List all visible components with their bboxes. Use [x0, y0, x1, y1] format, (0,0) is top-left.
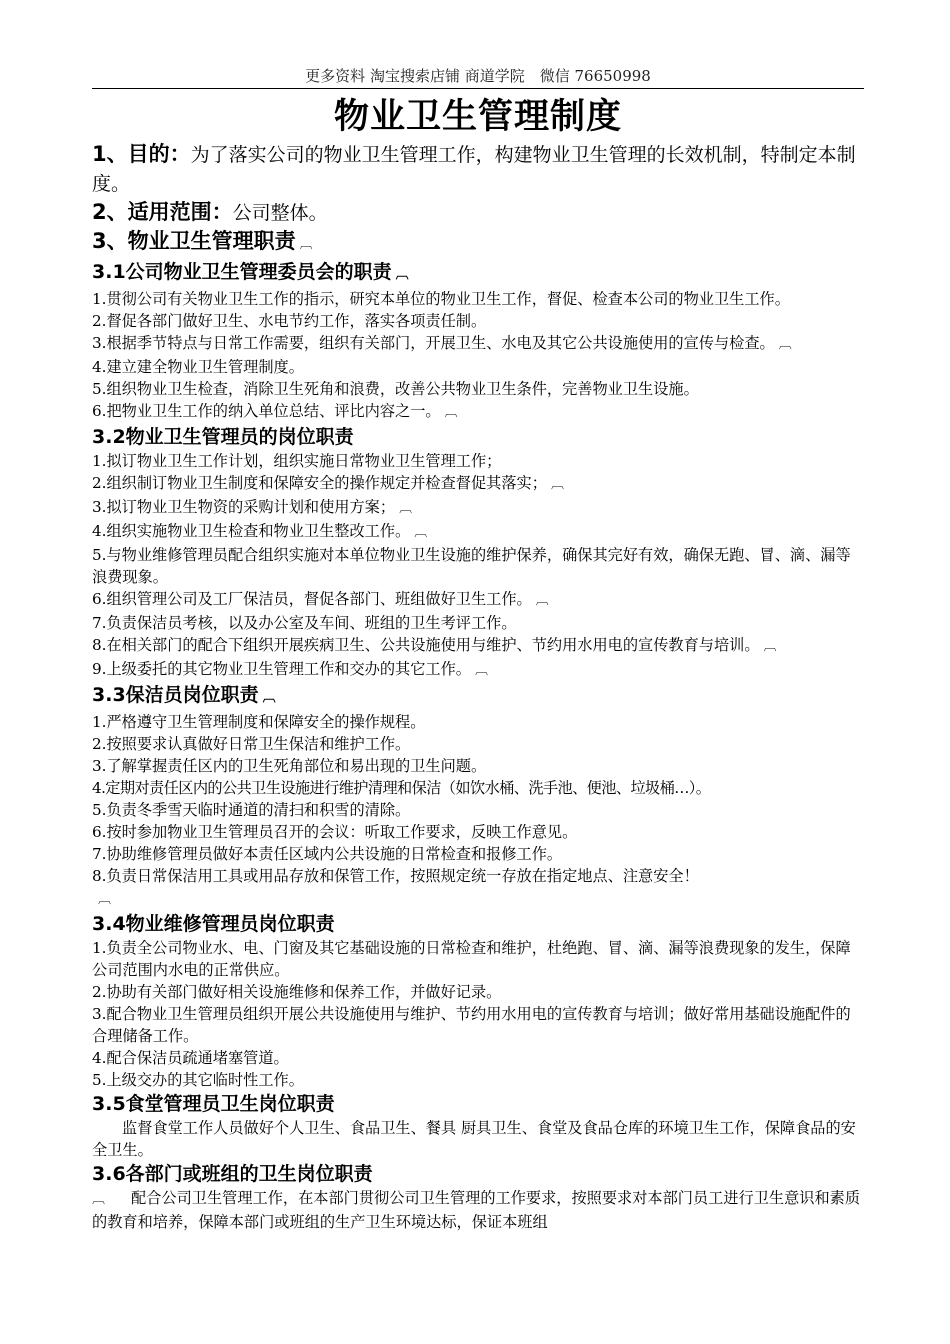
list-item: 2.督促各部门做好卫生、水电节约工作，落实各项责任制。 — [92, 312, 487, 330]
list-item: 5.上级交办的其它临时性工作。 — [92, 1071, 304, 1089]
paragraph-mark-icon: ︹ — [475, 663, 489, 678]
list-item: 6.把物业卫生工作的纳入单位总结、评比内容之一。 ︹ — [92, 400, 864, 424]
subsection-3-3-title: 3.3保洁员岗位职责 ︹ — [92, 682, 864, 711]
list-item: 4.配合保洁员疏通堵塞管道。 — [92, 1049, 289, 1067]
paragraph-mark-icon: ︹ — [778, 337, 792, 352]
paragraph-mark-icon: ︹ — [395, 267, 409, 282]
list-item: 5.与物业维修管理员配合组织实施对本单位物业卫生设施的维护保养，确保其完好有效，确保无跑、冒、滴、漏等浪费现象。 — [92, 546, 851, 586]
list-item: 3.了解掌握责任区内的卫生死角部位和易出现的卫生问题。 — [92, 757, 487, 775]
paragraph-mark-icon: ︹ — [299, 237, 313, 252]
list-item: 7.负责保洁员考核，以及办公室及车间、班组的卫生考评工作。 — [92, 614, 517, 632]
list-item: 1.拟订物业卫生工作计划，组织实施日常物业卫生管理工作； — [92, 452, 502, 470]
list-item: 3.配合物业卫生管理员组织开展公共设施使用与维护、节约用水用电的宣传教育与培训；做好常用基础设施配件的合理储备工作。 — [92, 1005, 851, 1045]
list-item: 8.在相关部门的配合下组织开展疾病卫生、公共设施使用与维护、节约用水用电的宣传教育与培训。 ︹ — [92, 634, 864, 658]
list-item: 4.建立建全物业卫生管理制度。 — [92, 358, 304, 376]
section-scope — [92, 198, 864, 227]
page-header: 更多资料 淘宝搜索店铺 商道学院 微信 76650998 — [305, 67, 651, 85]
paragraph-mark-icon: ︹ — [763, 639, 777, 654]
list-item: 1.负责全公司物业水、电、门窗及其它基础设施的日常检查和维护，杜绝跑、冒、滴、漏等浪费现象的发生，保障公司范围内水电的正常供应。 — [92, 939, 851, 979]
section-purpose-text: 为了落实公司的物业卫生管理工作，构建物业卫生管理的长效机制，特制定本制度。 — [92, 144, 856, 195]
paragraph-mark-icon: ︹ — [444, 405, 458, 420]
section-purpose — [92, 140, 864, 198]
list-item: 2.协助有关部门做好相关设施维修和保养工作，并做好记录。 — [92, 983, 502, 1001]
subsection-3-5-title: 3.5食堂管理员卫生岗位职责 — [92, 1093, 335, 1115]
paragraph-mark-icon: ︹ — [92, 1192, 106, 1207]
list-item: 3.拟订物业卫生物资的采购计划和使用方案； ︹ — [92, 496, 864, 520]
subsection-3-6-title: 3.6各部门或班组的卫生岗位职责 — [92, 1163, 373, 1185]
list-item: 2.组织制订物业卫生制度和保障安全的操作规定并检查督促其落实； ︹ — [92, 472, 864, 496]
list-item: 1.贯彻公司有关物业卫生工作的指示，研究本单位的物业卫生工作，督促、检查本公司的物业卫生工作。 — [92, 290, 790, 308]
paragraph-mark-icon: ︹ — [535, 593, 549, 608]
list-item: 5.负责冬季雪天临时通道的清扫和积雪的清除。 — [92, 801, 411, 819]
list-item: 3.根据季节特点与日常工作需要，组织有关部门，开展卫生、水电及其它公共设施使用的宣传与检查。 ︹ — [92, 332, 864, 356]
paragraph-mark-icon: ︹ — [414, 525, 428, 540]
subsection-3-2-title: 3.2物业卫生管理员的岗位职责 — [92, 426, 354, 448]
list-item: 2.按照要求认真做好日常卫生保洁和维护工作。 — [92, 735, 411, 753]
list-item: 1.严格遵守卫生管理制度和保障安全的操作规程。 — [92, 713, 426, 731]
list-item — [92, 887, 864, 911]
list-item: 6.按时参加物业卫生管理员召开的会议：听取工作要求，反映工作意见。 — [92, 823, 578, 841]
paragraph-mark-icon: ︹ — [98, 892, 112, 907]
paragraph-mark-icon: ︹ — [262, 690, 276, 705]
list-item: 4.组织实施物业卫生检查和物业卫生整改工作。 ︹ — [92, 520, 864, 544]
list-item: 6.组织管理公司及工厂保洁员，督促各部门、班组做好卫生工作。 ︹ — [92, 588, 864, 612]
list-item: 5.组织物业卫生检查，消除卫生死角和浪费，改善公共物业卫生条件，完善物业卫生设施。 — [92, 380, 699, 398]
paragraph-mark-icon: ︹ — [399, 501, 413, 516]
document-title: 物业卫生管理制度 — [333, 97, 622, 137]
subsection-3-5-text: 监督食堂工作人员做好个人卫生、食品卫生、餐具 厨具卫生、食堂及食品仓库的环境卫生工作，保障食品的安全卫生。 — [92, 1119, 856, 1159]
paragraph-mark-icon: ︹ — [550, 477, 564, 492]
section-duties-label: 3、物业卫生管理职责 — [92, 229, 296, 253]
header-rule — [92, 88, 864, 89]
section-scope-text: 公司整体。 — [232, 202, 328, 224]
list-item: 4.定期对责任区内的公共卫生设施进行维护清理和保洁（如饮水桶、洗手池、便池、垃圾桶…）。 — [92, 779, 711, 797]
list-item: 8.负责日常保洁用工具或用品存放和保管工作，按照规定统一存放在指定地点、注意安全！ — [92, 867, 699, 885]
subsection-3-4-title: 3.4物业维修管理员岗位职责 — [92, 913, 335, 935]
document-body — [92, 140, 864, 1233]
section-duties — [92, 227, 864, 259]
list-item: 9.上级委托的其它物业卫生管理工作和交办的其它工作。 ︹ — [92, 658, 864, 682]
subsection-3-6-text: ︹ 配合公司卫生管理工作，在本部门贯彻公司卫生管理的工作要求，按照要求对本部门员工进行卫生意识和素质的教育和培养，保障本部门或班组的生产卫生环境达标，保证本班组 — [92, 1189, 861, 1231]
section-purpose-label: 1、目的： — [92, 142, 191, 166]
subsection-3-1-title: 3.1公司物业卫生管理委员会的职责 ︹ — [92, 259, 864, 288]
list-item: 7.协助维修管理员做好本责任区域内公共设施的日常检查和报修工作。 — [92, 845, 563, 863]
section-scope-label: 2、适用范围： — [92, 200, 233, 224]
